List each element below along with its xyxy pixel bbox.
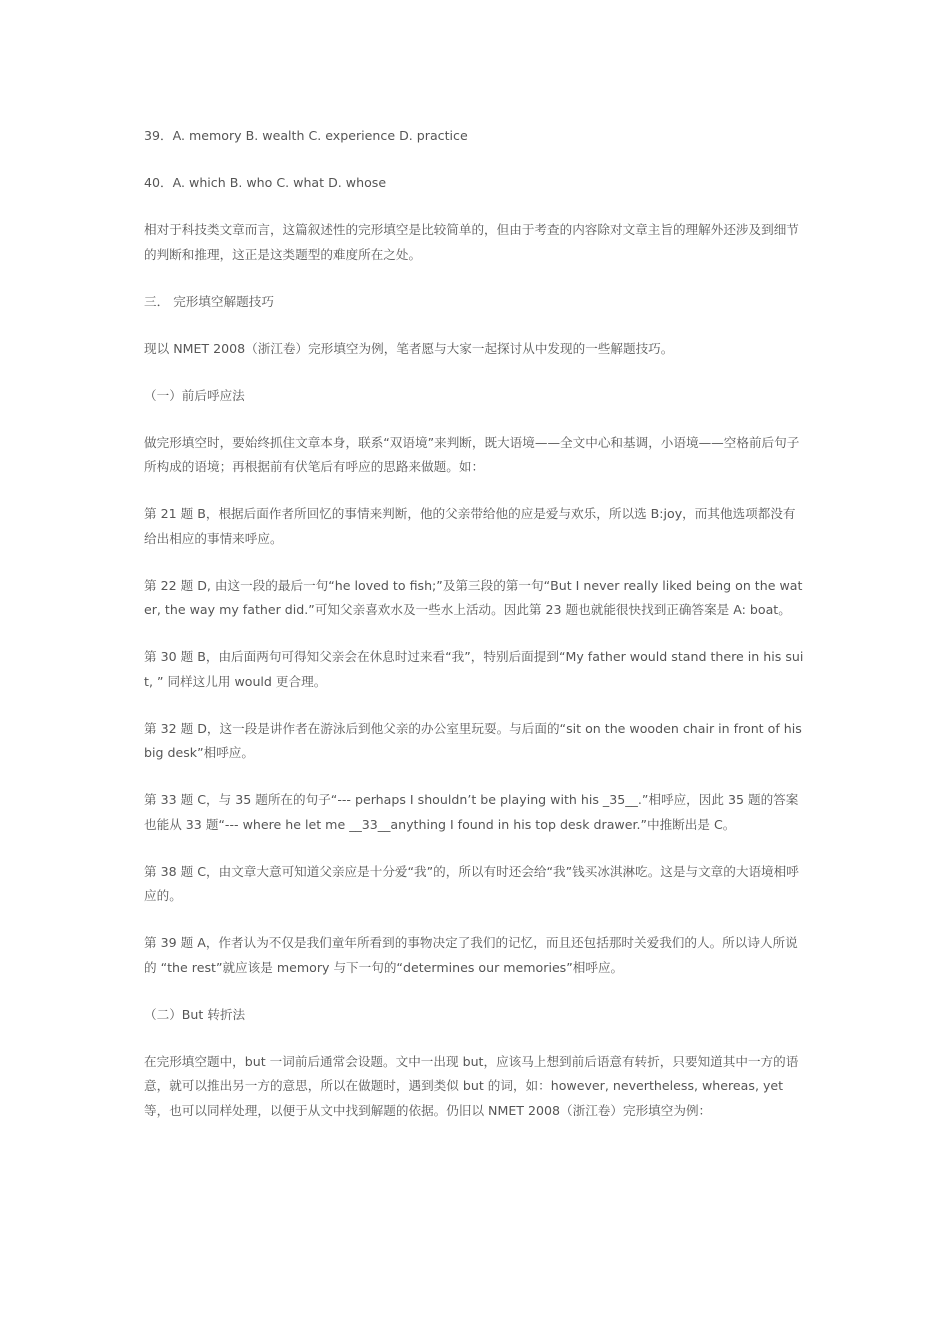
- option-line-40: 40．A. which B. who C. what D. whose: [144, 175, 387, 190]
- paragraph: 现以 NMET 2008（浙江卷）完形填空为例，笔者愿与大家一起探讨从中发现的一些解题技巧。: [144, 340, 674, 356]
- paragraph: 第 38 题 C，由文章大意可知道父亲应是十分爱“我”的，所以有时还会给“我”钱买冰淇淋吃。这是与文章的大语境相呼应的。: [144, 863, 799, 903]
- paragraph: 第 21 题 B，根据后面作者所回忆的事情来判断，他的父亲带给他的应是爱与欢乐，所以选 B:joy，而其他选项都没有给出相应的事情来呼应。: [144, 506, 796, 546]
- subsection-heading: （二）But 转折法: [144, 1006, 246, 1022]
- paragraph: 第 39 题 A，作者认为不仅是我们童年所看到的事物决定了我们的记忆，而且还包括那时关爱我们的人。所以诗人所说的 “the rest”就应该是 memory 与下一句的“determines our memories”相呼应。: [144, 935, 798, 975]
- paragraph: 第 33 题 C，与 35 题所在的句子“--- perhaps I shouldn’t be playing with his _35__.”相呼应，因此 35 题的答案也能从 33 题“--- where he let me __33__anything I found in his top desk drawer.”中推断出是 C。: [144, 792, 799, 832]
- subsection-heading: （一）前后呼应法: [144, 387, 245, 403]
- paragraph: 做完形填空时，要始终抓住文章本身，联系“双语境”来判断，既大语境——全文中心和基调，小语境——空格前后句子所构成的语境；再根据前有伏笔后有呼应的思路来做题。如：: [144, 434, 800, 474]
- paragraph: 第 30 题 B，由后面两句可得知父亲会在休息时过来看“我”，特别后面提到“My father would stand there in his suit, ” 同样这儿用 would 更合理。: [144, 649, 804, 689]
- paragraph: 第 22 题 D, 由这一段的最后一句“he loved to fish;”及第三段的第一句“But I never really liked being on the water, the way my father did.”可知父亲喜欢水及一些水上活动。因此第 23 题也就能很快找到正确答案是 A: boat。: [144, 577, 803, 617]
- document-body: [144, 124, 808, 1146]
- paragraph: 第 32 题 D，这一段是讲作者在游泳后到他父亲的办公室里玩耍。与后面的“sit on the wooden chair in front of his big desk”相呼应。: [144, 720, 802, 760]
- section-heading: 三． 完形填空解题技巧: [144, 293, 274, 309]
- paragraph: 在完形填空题中，but 一词前后通常会设题。文中一出现 but，应该马上想到前后语意有转折，只要知道其中一方的语意，就可以推出另一方的意思，所以在做题时，遇到类似 but 的词，如：however, nevertheless, whereas, yet 等，也可以同样处理，以便于从文中找到解题的依据。仍旧以 NMET 2008（浙江卷）完形填空为例：: [144, 1053, 799, 1118]
- option-line-39: 39．A. memory B. wealth C. experience D. practice: [144, 128, 468, 143]
- paragraph: 相对于科技类文章而言，这篇叙述性的完形填空是比较简单的，但由于考查的内容除对文章主旨的理解外还涉及到细节的判断和推理，这正是这类题型的难度所在之处。: [144, 222, 799, 262]
